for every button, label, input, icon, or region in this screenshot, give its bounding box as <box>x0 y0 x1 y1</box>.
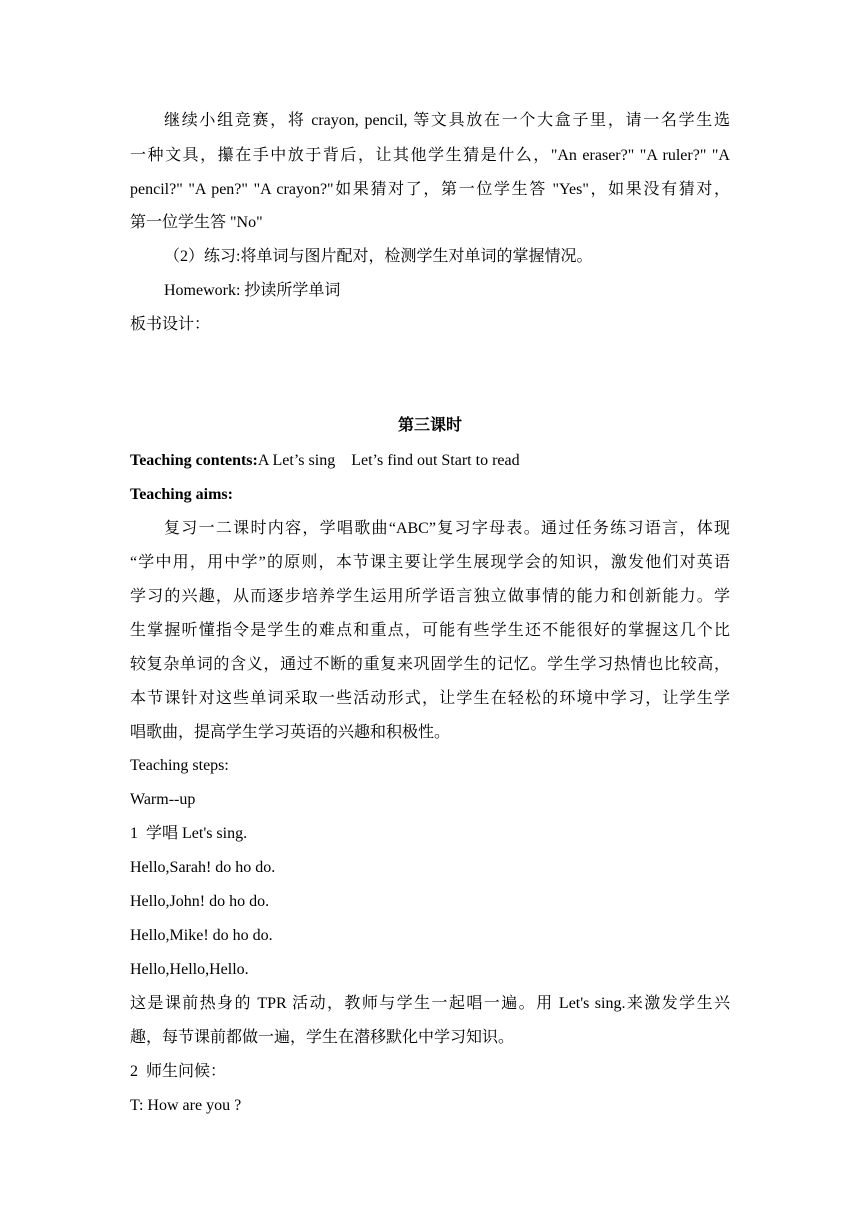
tpr-line: 趣，每节课前都做一遍，学生在潜移默化中学习知识。 <box>130 1029 515 1046</box>
song-line: Hello,John! do ho do. <box>130 893 270 910</box>
teaching-contents-value: A Let’s sing Let’s find out Start to read <box>257 452 520 469</box>
aims-line: 较复杂单词的含义，通过不断的重复来巩固学生的记忆。学生学习热情也比较高， <box>130 656 730 673</box>
teaching-steps-label: Teaching steps: <box>130 757 229 774</box>
aims-line: 本节课针对这些单词采取一些活动形式，让学生在轻松的环境中学习，让学生学 <box>130 690 730 707</box>
paragraph-line: pencil?" "A pen?" "A crayon?"如果猜对了，第一位学生答 "Yes"，如果没有猜对， <box>130 181 730 198</box>
board-design-line: 板书设计： <box>130 316 211 333</box>
lesson-title: 第三课时 <box>397 417 462 434</box>
aims-line: 唱歌曲，提高学生学习英语的兴趣和积极性。 <box>130 724 451 741</box>
teaching-aims-label: Teaching aims: <box>130 486 233 503</box>
song-line: Hello,Hello,Hello. <box>130 961 249 978</box>
aims-line: “学中用，用中学”的原则，本节课主要让学生展现学会的知识，激发他们对英语 <box>130 554 730 571</box>
warmup-label: Warm--up <box>130 791 196 808</box>
practice-line: （2）练习:将单词与图片配对，检测学生对单词的掌握情况。 <box>164 248 593 265</box>
tpr-line: 这是课前热身的 TPR 活动，教师与学生一起唱一遍。用 Let's sing.来激发学生兴 <box>130 995 730 1012</box>
aims-line: 学习的兴趣，从而逐步培养学生运用所学语言独立做事情的能力和创新能力。学 <box>130 588 730 605</box>
aims-line: 复习一二课时内容，学唱歌曲“ABC”复习字母表。通过任务练习语言，体现 <box>164 520 730 537</box>
dialog-line: T: How are you ? <box>130 1097 242 1114</box>
teaching-contents-label: Teaching contents: <box>130 452 258 469</box>
paragraph-line: 继续小组竞赛，将 crayon, pencil, 等文具放在一个大盒子里，请一名学生选 <box>164 112 730 129</box>
paragraph-line: 第一位学生答 "No" <box>130 214 263 231</box>
song-line: Hello,Mike! do ho do. <box>130 927 273 944</box>
step2-line: 2 师生问候： <box>130 1063 227 1080</box>
song-line: Hello,Sarah! do ho do. <box>130 859 276 876</box>
step1-line: 1 学唱 Let's sing. <box>130 825 248 842</box>
homework-line: Homework: 抄读所学单词 <box>164 282 341 299</box>
teaching-contents-line <box>130 450 730 472</box>
aims-line: 生掌握听懂指令是学生的难点和重点，可能有些学生还不能很好的掌握这几个比 <box>130 622 730 639</box>
paragraph-line: 一种文具，攥在手中放于背后，让其他学生猜是什么，"An eraser?" "A ruler?" "A <box>130 147 730 164</box>
